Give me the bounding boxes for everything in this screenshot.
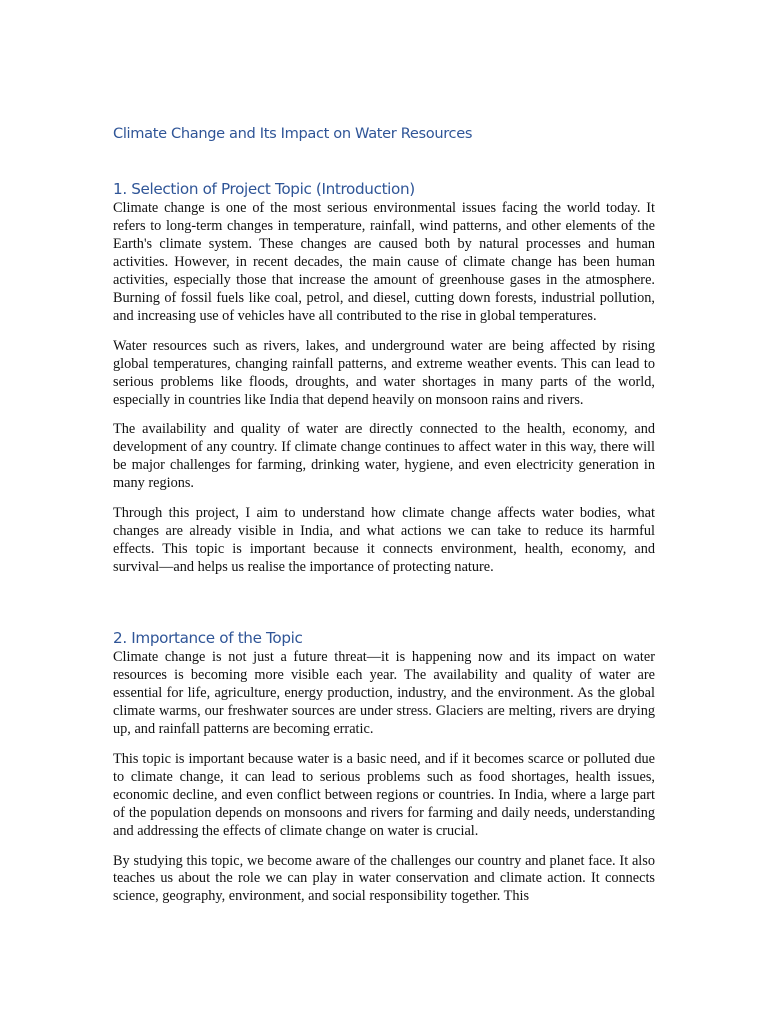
paragraph: Climate change is one of the most serious environmental issues facing the world today. It refers to long-term changes in temperature, rainfall, wind patterns, and other elements of the Earth's climate system. These changes are caused both by natural processes and human activities. However, in recent decades, the main cause of climate change has been human activities, especially those that increase the amount of greenhouse gases in the atmosphere. Burning of fossil fuels like coal, petrol, and diesel, cutting down forests, industrial pollution, and increasing use of vehicles have all contributed to the rise in global temperatures. [113,200,655,324]
section-heading: 2. Importance of the Topic [113,629,303,647]
section-importance [113,627,655,918]
paragraph: Climate change is not just a future threat—it is happening now and its impact on water resources is becoming more visible each year. The availability and quality of water are essential for life, agriculture, energy production, industry, and the environment. As the global climate warms, our freshwater sources are under stress. Glaciers are melting, rivers are drying up, and rainfall patterns are becoming erratic. [113,649,655,737]
section-introduction [113,178,655,589]
paragraph: Water resources such as rivers, lakes, and underground water are being affected by rising global temperatures, changing rainfall patterns, and extreme weather events. This can lead to serious problems like floods, droughts, and water shortages in many parts of the world, especially in countries like India that depend heavily on monsoon rains and rivers. [113,337,655,408]
paragraph: By studying this topic, we become aware of the challenges our country and planet face. It also teaches us about the role we can play in water conservation and climate action. It connects science, geography, environment, and social responsibility together. This [113,852,655,905]
paragraph: Through this project, I aim to understand how climate change affects water bodies, what changes are already visible in India, and what actions we can take to reduce its harmful effects. This topic is important because it connects environment, health, economy, and survival—and helps us realise the importance of protecting nature. [113,505,655,576]
document-title: Climate Change and Its Impact on Water Resources [113,125,473,142]
section-heading: 1. Selection of Project Topic (Introduction) [113,180,415,198]
paragraph: The availability and quality of water are directly connected to the health, economy, and development of any country. If climate change continues to affect water in this way, there will be major challenges for farming, drinking water, hygiene, and even electricity generation in many regions. [113,421,655,492]
paragraph: This topic is important because water is a basic need, and if it becomes scarce or polluted due to climate change, it can lead to serious problems such as food shortages, health issues, economic decline, and even conflict between regions or countries. In India, where a large part of the population depends on monsoons and rivers for farming and daily needs, understanding and addressing the effects of climate change on water is crucial. [113,750,655,839]
